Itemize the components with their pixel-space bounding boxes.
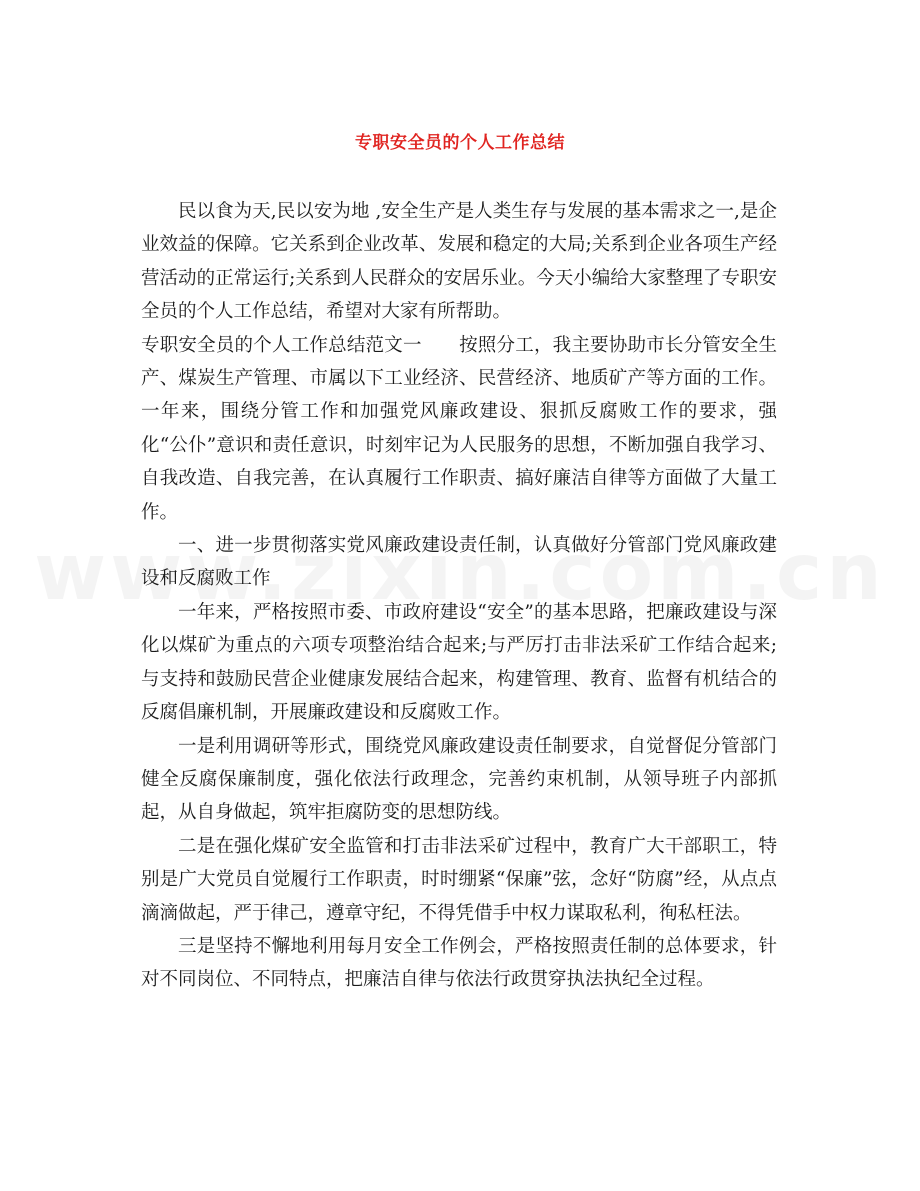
paragraph-section-one: 专职安全员的个人工作总结范文一 按照分工，我主要协助市长分管安全生产、煤炭生产管理、市属以下工业经济、民营经济、地质矿产等方面的工作。一年来，围绕分管工作和加强党风廉政建设、狠抓反腐败工作的要求，强化“公仆”意识和责任意识，时刻牢记为人民服务的思想，不断加强自我学习、自我改造、自我完善，在认真履行工作职责、搞好廉洁自律等方面做了大量工作。 (141, 334, 777, 523)
paragraph-year-summary: 一年来，严格按照市委、市政府建设“安全”的基本思路，把廉政建设与深化以煤矿为重点的六项专项整治结合起来;与严厉打击非法采矿工作结合起来;与支持和鼓励民营企业健康发展结合起来，构建管理、教育、监督有机结合的反腐倡廉机制，开展廉政建设和反腐败工作。 (141, 601, 777, 724)
paragraph-point-three: 三是坚持不懈地利用每月安全工作例会，严格按照责任制的总体要求，针对不同岗位、不同特点，把廉洁自律与依法行政贯穿执法执纪全过程。 (141, 935, 777, 991)
document-body (141, 195, 777, 997)
paragraph-intro: 民以食为天,民以安为地 ,安全生产是人类生存与发展的基本需求之一,是企业效益的保障。它关系到企业改革、发展和稳定的大局;关系到企业各项生产经营活动的正常运行;关系到人民群众的安居乐业。今天小编给大家整理了专职安全员的个人工作总结，希望对大家有所帮助。 (141, 201, 777, 323)
paragraph-heading-one: 一、进一步贯彻落实党风廉政建设责任制，认真做好分管部门党风廉政建设和反腐败工作 (141, 535, 777, 590)
paragraph-point-two: 二是在强化煤矿安全监管和打击非法采矿过程中，教育广大干部职工，特别是广大党员自觉履行工作职责，时时绷紧“保廉”弦，念好“防腐”经，从点点滴滴做起，严于律己，遵章守纪，不得凭借手中权力谋取私利，徇私枉法。 (141, 835, 777, 924)
document-title: 专职安全员的个人工作总结 (355, 133, 565, 153)
paragraph-point-one: 一是利用调研等形式，围绕党风廉政建设责任制要求，自觉督促分管部门健全反腐保廉制度，强化依法行政理念，完善约束机制，从领导班子内部抓起，从自身做起，筑牢拒腐防变的思想防线。 (141, 735, 777, 824)
